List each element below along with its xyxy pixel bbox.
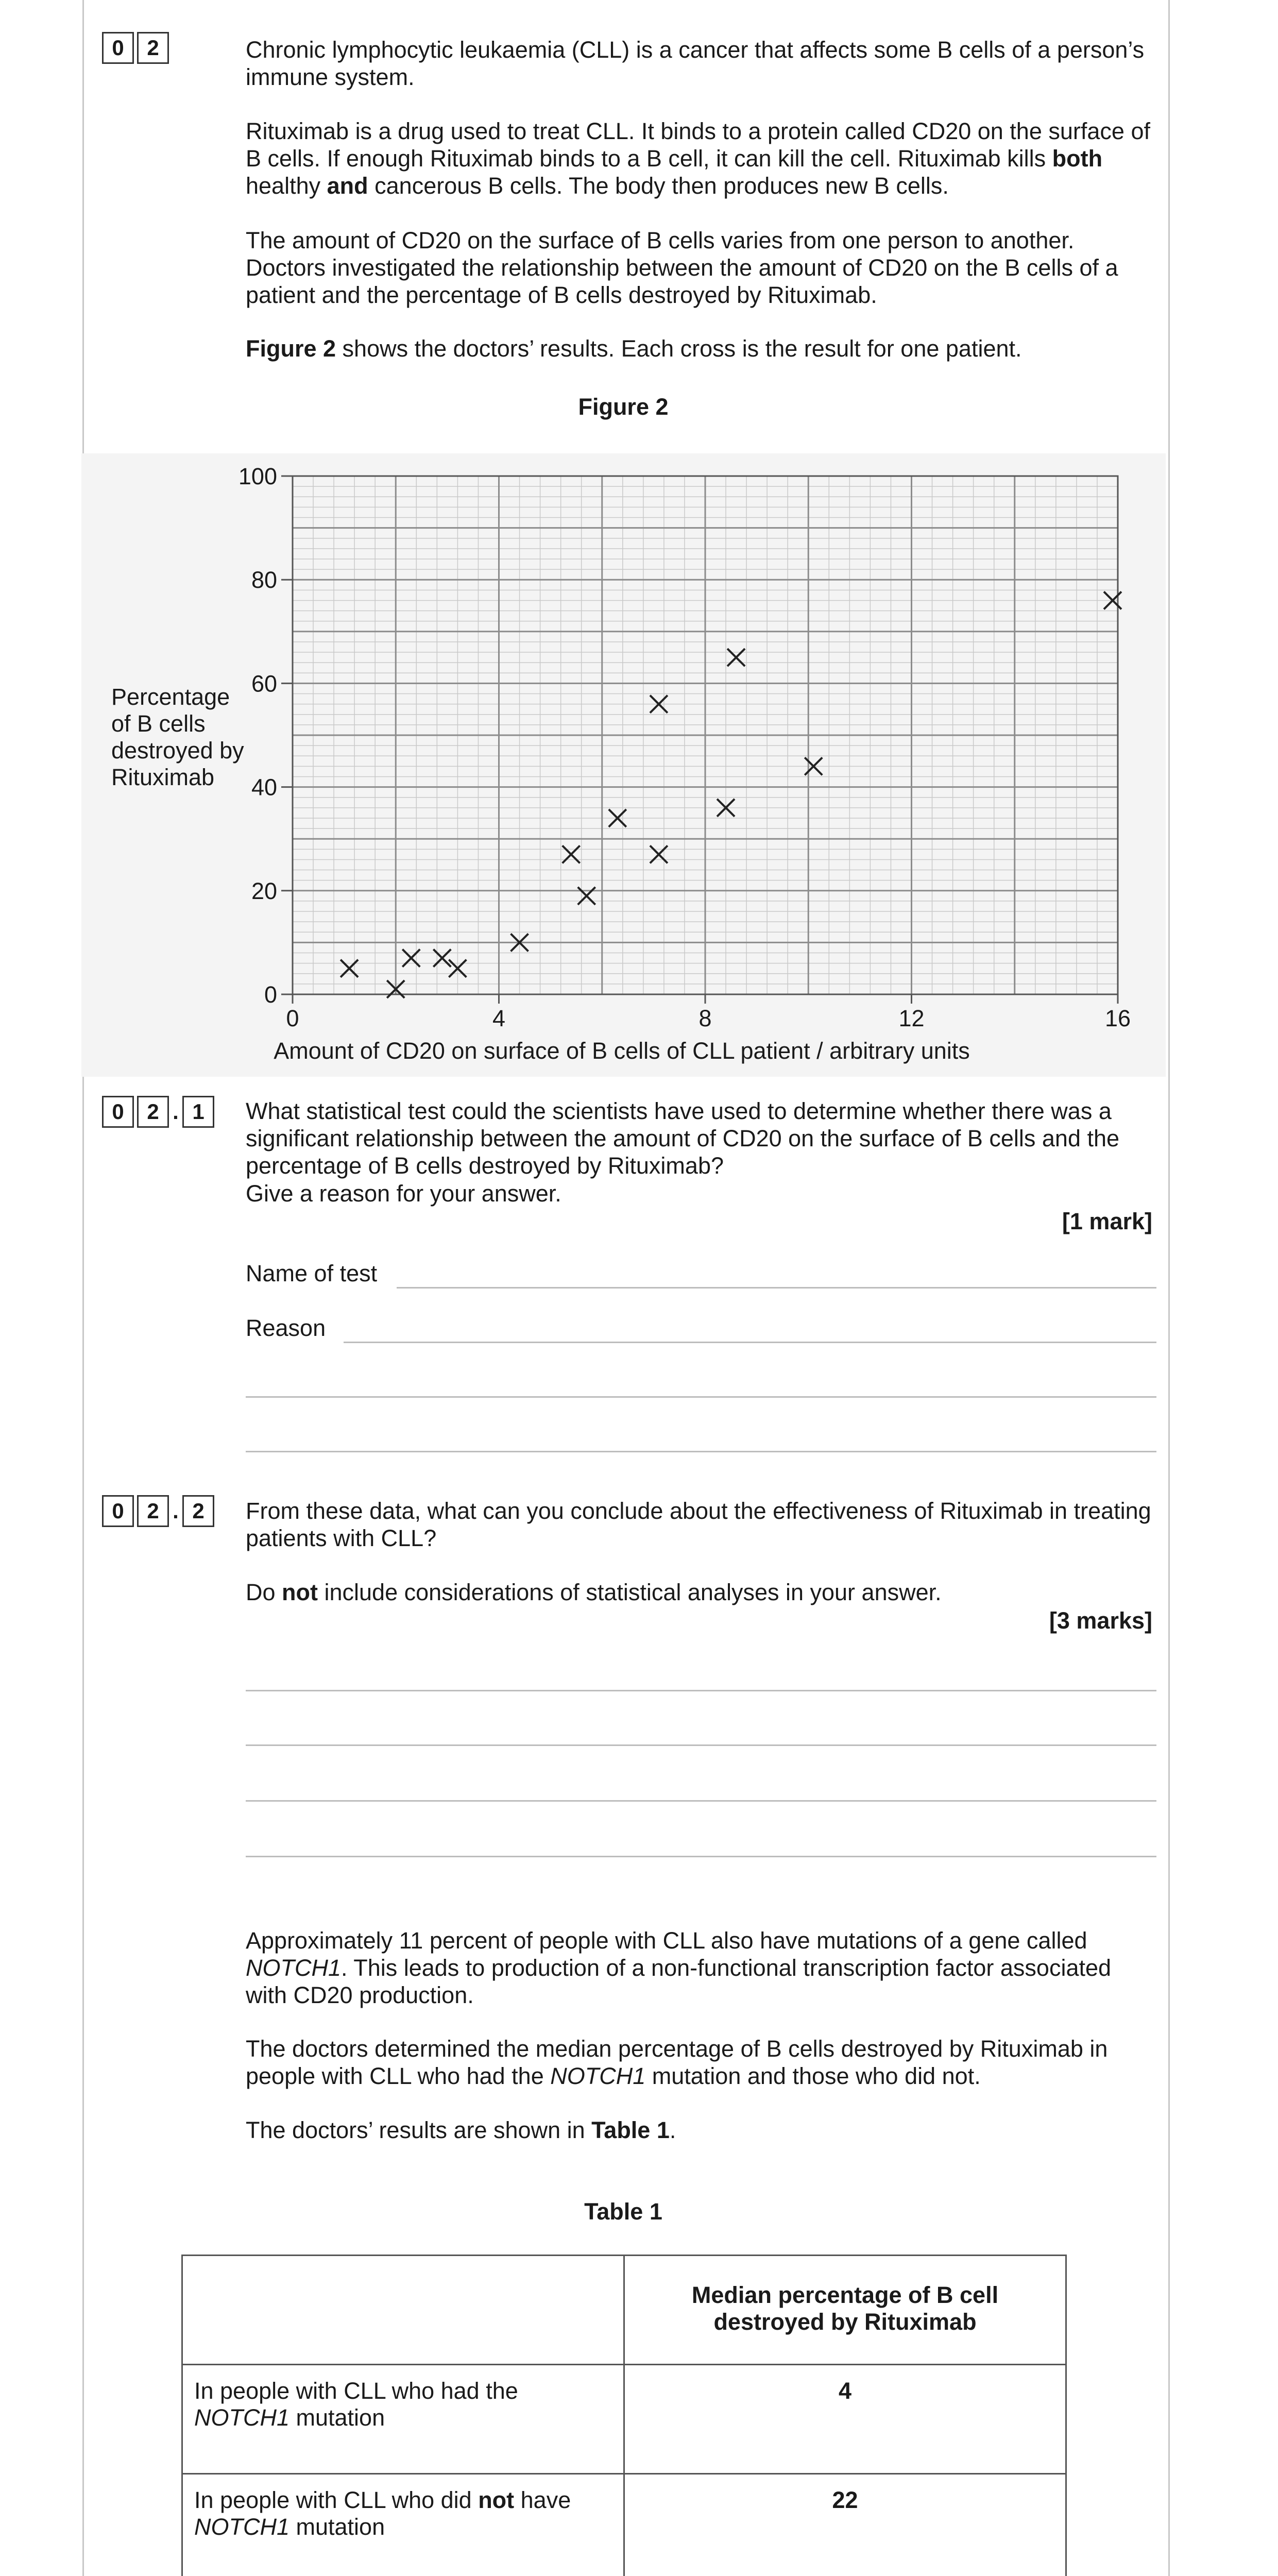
context-paragraph-2: The doctors determined the median percentage of B cells destroyed by Rituximab in people with CLL who had the NOTCH1 mutation and those who did not. <box>246 2036 1108 2089</box>
question-digit: 0 <box>102 1495 134 1527</box>
data-point-cross <box>563 845 580 863</box>
question-digit: 2 <box>137 32 169 64</box>
y-axis-label-line: Percentage <box>111 684 230 710</box>
table-header-row <box>182 2256 1066 2365</box>
y-tick-label: 60 <box>251 670 277 697</box>
data-point-cross <box>650 845 668 863</box>
answer-line[interactable] <box>246 1800 1156 1802</box>
x-tick-label: 4 <box>492 1005 506 1031</box>
y-tick-label: 20 <box>251 877 277 904</box>
question-digit: 2 <box>182 1495 214 1527</box>
answer-line[interactable] <box>246 1396 1156 1398</box>
figure-caption: Figure 2 <box>578 394 669 420</box>
data-point-cross <box>340 960 358 977</box>
context-paragraph-1: Approximately 11 percent of people with CLL also have mutations of a gene called NOTCH1. This leads to production of a non-functional transcription factor associated with CD20 production. <box>246 1927 1112 2008</box>
question-digit: 2 <box>137 1495 169 1527</box>
y-axis-label <box>111 684 244 790</box>
table-caption: Table 1 <box>584 2198 662 2225</box>
marks-label: [3 marks] <box>1049 1607 1152 1634</box>
y-tick-labels <box>238 463 293 1008</box>
table-header-cell: Median percentage of B cell destroyed by Rituximab <box>624 2256 1066 2365</box>
table-row <box>182 2474 1066 2576</box>
question-separator: . <box>173 1499 179 1523</box>
reason-answer-line[interactable] <box>344 1342 1156 1343</box>
y-axis-label-line: Rituximab <box>111 764 215 790</box>
data-point-cross <box>578 887 595 905</box>
data-point-cross <box>402 950 420 967</box>
table-row <box>182 2365 1066 2474</box>
table-value: 22 <box>624 2474 1066 2576</box>
intro-paragraph-3: The amount of CD20 on the surface of B cells varies from one person to another. Doctors investigated the relationship between the amount of CD20 on the B cells of a patient and the percentage of B cells destroyed by Rituximab. <box>246 227 1118 308</box>
reason-label: Reason <box>246 1315 326 1341</box>
y-tick-label: 0 <box>264 981 277 1008</box>
y-tick-label: 80 <box>251 567 277 594</box>
x-tick-label: 16 <box>1104 1005 1131 1031</box>
x-tick-label: 8 <box>698 1005 712 1031</box>
x-axis-label: Amount of CD20 on surface of B cells of CLL patient / arbitrary units <box>274 1038 970 1064</box>
x-tick-label: 12 <box>898 1005 925 1031</box>
table-value: 4 <box>624 2365 1066 2474</box>
y-axis-label-line: destroyed by <box>111 737 244 764</box>
question-digit: 2 <box>137 1096 169 1128</box>
x-tick-labels <box>286 994 1131 1031</box>
question-02-1-text: What statistical test could the scientists have used to determine whether there was a significant relationship between the amount of CD20 on the surface of B cells and the percentage of B cells destroyed by Rituximab? <box>246 1098 1120 1179</box>
context-paragraph-3: The doctors’ results are shown in Table 1. <box>246 2117 676 2143</box>
x-tick-label: 0 <box>286 1005 299 1031</box>
marks-label: [1 mark] <box>1062 1208 1152 1234</box>
question-digit: 0 <box>102 1096 134 1128</box>
question-digit: 0 <box>102 32 134 64</box>
y-axis-label-line: of B cells <box>111 710 206 737</box>
data-point-cross <box>433 950 451 967</box>
answer-line[interactable] <box>246 1856 1156 1857</box>
results-table <box>181 2255 1067 2576</box>
question-02-1-instruction: Give a reason for your answer. <box>246 1180 561 1207</box>
intro-paragraph-4: Figure 2 shows the doctors’ results. Each cross is the result for one patient. <box>246 335 1022 362</box>
name-of-test-answer-line[interactable] <box>397 1287 1156 1289</box>
table-empty-cell <box>182 2256 624 2365</box>
answer-line[interactable] <box>246 1690 1156 1691</box>
question-02-2-note: Do not include considerations of statistical analyses in your answer. <box>246 1579 942 1605</box>
table-row-label: In people with CLL who had the NOTCH1 mutation <box>182 2365 624 2474</box>
y-tick-label: 40 <box>251 774 277 801</box>
question-02-2-text: From these data, what can you conclude about the effectiveness of Rituximab in treating patients with CLL? <box>246 1498 1151 1551</box>
table-row-label: In people with CLL who did not have NOTCH1 mutation <box>182 2474 624 2576</box>
question-number-02-1 <box>102 1096 214 1128</box>
scatter-chart <box>0 0 1278 1082</box>
answer-line[interactable] <box>246 1744 1156 1746</box>
question-digit: 1 <box>182 1096 214 1128</box>
y-tick-label: 100 <box>238 463 277 489</box>
intro-paragraph-1: Chronic lymphocytic leukaemia (CLL) is a cancer that affects some B cells of a person’s immune system. <box>246 37 1145 90</box>
data-point-cross <box>727 649 745 666</box>
intro-paragraph-2: Rituximab is a drug used to treat CLL. It binds to a protein called CD20 on the surface of B cells. If enough Rituximab binds to a B cell, it can kill the cell. Rituximab kills both healthy and cancerous B cells. The body then produces new B cells. <box>246 118 1150 199</box>
answer-line[interactable] <box>246 1451 1156 1452</box>
question-separator: . <box>173 1099 179 1124</box>
question-number-02-2 <box>102 1495 214 1527</box>
name-of-test-label: Name of test <box>246 1260 378 1286</box>
